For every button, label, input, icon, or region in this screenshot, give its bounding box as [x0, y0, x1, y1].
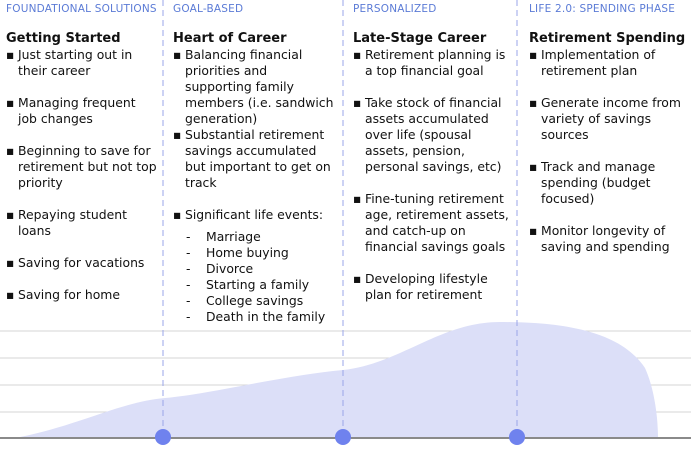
sub-list-item-text: Starting a family: [206, 277, 310, 292]
sub-list-item: - College savings: [186, 293, 304, 308]
phase-heading: Heart of Career: [173, 31, 287, 46]
list-item: ▪ Managing frequent job changes: [6, 95, 136, 126]
phase-heading: Getting Started: [6, 31, 121, 46]
sub-list-item-text: Marriage: [206, 229, 261, 244]
stage-label: PERSONALIZED: [353, 3, 437, 15]
list-item-text: Substantial retirement savings accumulated but important to get on track: [185, 127, 331, 190]
list-item: ▪ Track and manage spending (budget focused): [529, 159, 656, 206]
stage-label: GOAL-BASED: [173, 3, 244, 15]
phase-heading: Late-Stage Career: [353, 31, 487, 46]
list-item: ▪ Developing lifestyle plan for retirement: [353, 271, 488, 302]
stage-label: LIFE 2.0: SPENDING PHASE: [529, 3, 676, 15]
list-item-text: Track and manage spending (budget focused): [541, 159, 656, 206]
sub-list-item-text: Death in the family: [206, 309, 326, 324]
list-item: ▪ Implementation of retirement plan: [529, 47, 656, 78]
list-item-text: Balancing financial priorities and supporting family members (i.e. sandwich generation): [185, 47, 334, 126]
list-item-text: Developing lifestyle plan for retirement: [365, 271, 488, 302]
list-item-text: Significant life events:: [185, 207, 324, 222]
list-item: ▪ Monitor longevity of saving and spending: [529, 223, 670, 254]
list-item: ▪ Beginning to save for retirement but not top priority: [6, 143, 157, 190]
list-item-text: Just starting out in their career: [18, 47, 133, 78]
phase-heading: Retirement Spending: [529, 31, 686, 46]
sub-list-item-text: Home buying: [206, 245, 289, 260]
list-item: ▪ Retirement planning is a top financial goal: [353, 47, 506, 78]
list-item: ▪ Saving for vacations: [6, 255, 145, 270]
list-item-text: Beginning to save for retirement but not top priority: [18, 143, 157, 190]
milestone-dot-1: [155, 429, 171, 445]
sub-list-item-text: College savings: [206, 293, 304, 308]
list-item: ▪ Saving for home: [6, 287, 120, 302]
list-item-text: Implementation of retirement plan: [541, 47, 656, 78]
sub-list-item-text: Divorce: [206, 261, 254, 276]
sub-list-item: - Starting a family: [186, 277, 310, 292]
list-item: ▪ Significant life events:: [173, 207, 324, 222]
milestone-dot-2: [335, 429, 351, 445]
list-item-text: Retirement planning is a top financial goal: [365, 47, 506, 78]
list-item-text: Repaying student loans: [18, 207, 127, 238]
sub-list-item: - Marriage: [186, 229, 261, 244]
list-item-text: Generate income from variety of savings sources: [541, 95, 681, 142]
sub-list-item: - Divorce: [186, 261, 254, 276]
list-item-text: Fine-tuning retirement age, retirement assets, and catch-up on financial savings goals: [365, 191, 509, 254]
list-item-text: Take stock of financial assets accumulated over life (spousal assets, pension, personal savings, etc): [365, 95, 502, 174]
sub-list-item: - Death in the family: [186, 309, 326, 324]
list-item: ▪ Fine-tuning retirement age, retirement assets, and catch-up on financial savings goals: [353, 191, 509, 254]
stage-label: FOUNDATIONAL SOLUTIONS: [6, 3, 157, 15]
list-item-text: Managing frequent job changes: [18, 95, 136, 126]
savings-curve-area: [20, 322, 658, 437]
list-item-text: Saving for home: [18, 287, 120, 302]
sub-list-item: - Home buying: [186, 245, 289, 260]
list-item: ▪ Substantial retirement savings accumulated but important to get on track: [173, 127, 331, 190]
list-item: ▪ Repaying student loans: [6, 207, 127, 238]
milestone-dot-3: [509, 429, 525, 445]
list-item-text: Monitor longevity of saving and spending: [541, 223, 670, 254]
list-item: ▪ Just starting out in their career: [6, 47, 133, 78]
list-item-text: Saving for vacations: [18, 255, 145, 270]
list-item: ▪ Balancing financial priorities and supporting family members (i.e. sandwich generation): [173, 47, 334, 126]
list-item: ▪ Generate income from variety of savings sources: [529, 95, 681, 142]
list-item: ▪ Take stock of financial assets accumulated over life (spousal assets, pension, personal savings, etc): [353, 95, 502, 174]
